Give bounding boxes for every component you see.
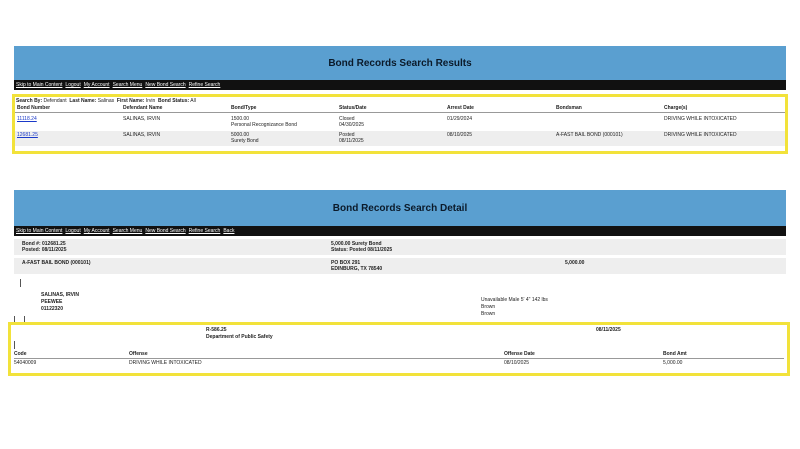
nav-new-bond-search[interactable]: New Bond Search — [145, 82, 186, 88]
case-number: R-586.25 — [206, 327, 227, 333]
bond-status-label: Bond Status: — [158, 98, 190, 104]
col-status-date: Status/Date — [339, 105, 367, 111]
status-cell: Closed — [339, 116, 355, 122]
results-title-banner — [14, 46, 786, 80]
defendant-eyes: Brown — [481, 311, 496, 317]
table-row — [15, 131, 785, 146]
bond-number-link[interactable]: 12681.25 — [17, 132, 38, 138]
charges-table-header — [14, 351, 784, 359]
nav-search-menu[interactable]: Search Menu — [112, 82, 143, 88]
bond-amount-cell: 1500.00 — [231, 116, 250, 122]
charge-offense-date: 08/10/2025 — [504, 360, 530, 366]
nav-back[interactable]: Back — [223, 228, 235, 234]
nav-refine-search[interactable]: Refine Search — [188, 228, 221, 234]
search-criteria — [16, 98, 776, 104]
agency-name: Department of Public Safety — [206, 334, 273, 340]
defendant-hair: Brown — [481, 304, 496, 310]
bondsman-cell: A-FAST BAIL BOND (000101) — [556, 132, 623, 138]
charge-bond-amt: 5,000.00 — [663, 360, 683, 366]
charge-cell: DRIVING WHILE INTOXICATED — [664, 116, 737, 122]
col-bond-type: Bond/Type — [231, 105, 257, 111]
nav-search-menu[interactable]: Search Menu — [112, 228, 143, 234]
detail-status-line: Status: Posted 08/11/2025 — [331, 247, 393, 253]
bond-type-cell: Personal Recognizance Bond — [231, 122, 297, 128]
nav-my-account[interactable]: My Account — [83, 228, 110, 234]
bond-amount-cell: 5000.00 — [231, 132, 250, 138]
charge-cell: DRIVING WHILE INTOXICATED — [664, 132, 737, 138]
detail-title-banner — [14, 190, 786, 226]
table-row — [14, 360, 784, 367]
detail-address-line1: PO BOX 291 — [331, 260, 361, 266]
last-name-label: Last Name: — [69, 98, 97, 104]
nav-new-bond-search[interactable]: New Bond Search — [145, 228, 186, 234]
charges-highlight — [8, 322, 790, 376]
detail-bondsman-amount: 5,000.00 — [565, 260, 585, 266]
nav-skip-main[interactable]: Skip to Main Content — [16, 82, 63, 88]
bond-number-link[interactable]: 11118.24 — [17, 116, 37, 122]
defendant-id: 01122320 — [41, 306, 63, 312]
bondsman-row — [14, 258, 786, 274]
status-date-cell: 08/11/2025 — [339, 138, 364, 144]
detail-posted-date: Posted: 08/11/2025 — [22, 247, 67, 253]
arrest-date-cell: 08/10/2025 — [447, 132, 473, 138]
section-divider — [20, 279, 21, 287]
col-bond-amt: Bond Amt — [663, 351, 687, 357]
charge-code: 54040009 — [14, 360, 37, 366]
col-defendant-name: Defendant Name — [123, 105, 163, 111]
nav-skip-main[interactable]: Skip to Main Content — [16, 228, 63, 234]
nav-logout[interactable]: Logout — [65, 228, 81, 234]
case-date: 08/11/2025 — [596, 327, 621, 333]
detail-page-title: Bond Records Search Detail — [332, 202, 468, 214]
section-divider — [14, 341, 15, 349]
results-table-header — [15, 105, 785, 113]
defendant-physical: Unavailable Male 5' 4" 142 lbs — [481, 297, 548, 303]
defendant-alias: PEEWEE — [41, 299, 63, 305]
defendant-cell: SALINAS, IRVIN — [123, 116, 161, 122]
bond-summary-row — [14, 239, 786, 255]
first-name-label: First Name: — [116, 98, 145, 104]
arrest-date-cell: 01/29/2024 — [447, 116, 473, 122]
nav-refine-search[interactable]: Refine Search — [188, 82, 221, 88]
defendant-cell: SALINAS, IRVIN — [123, 132, 161, 138]
detail-bond-amount-type: 5,000.00 Surety Bond — [331, 241, 382, 247]
col-arrest-date: Arrest Date — [447, 105, 474, 111]
charge-offense: DRIVING WHILE INTOXICATED — [129, 360, 202, 366]
first-name-value: Irvin — [145, 98, 156, 104]
last-name-value: Salinas — [97, 98, 115, 104]
table-row — [15, 116, 785, 130]
col-bondsman: Bondsman — [556, 105, 582, 111]
detail-address-line2: EDINBURG, TX 78540 — [331, 266, 383, 272]
detail-bond-number: Bond #: 012681.25 — [22, 241, 66, 247]
nav-logout[interactable]: Logout — [65, 82, 81, 88]
col-offense-date: Offense Date — [504, 351, 535, 357]
col-charges: Charge(s) — [664, 105, 688, 111]
bond-type-cell: Surety Bond — [231, 138, 259, 144]
col-offense: Offense — [129, 351, 148, 357]
defendant-name: SALINAS, IRVIN — [41, 292, 79, 298]
col-code: Code — [14, 351, 27, 357]
status-cell: Posted — [339, 132, 355, 138]
bond-status-value: All — [190, 98, 196, 104]
detail-bondsman: A-FAST BAIL BOND (000101) — [22, 260, 91, 266]
status-date-cell: 04/30/2025 — [339, 122, 365, 128]
nav-my-account[interactable]: My Account — [83, 82, 110, 88]
col-bond-number: Bond Number — [17, 105, 51, 111]
search-by-value: Defendant — [43, 98, 67, 104]
search-by-label: Search By: — [16, 98, 43, 104]
detail-nav-bar — [14, 226, 786, 236]
results-nav-bar — [14, 80, 786, 90]
results-page-title: Bond Records Search Results — [328, 57, 472, 69]
